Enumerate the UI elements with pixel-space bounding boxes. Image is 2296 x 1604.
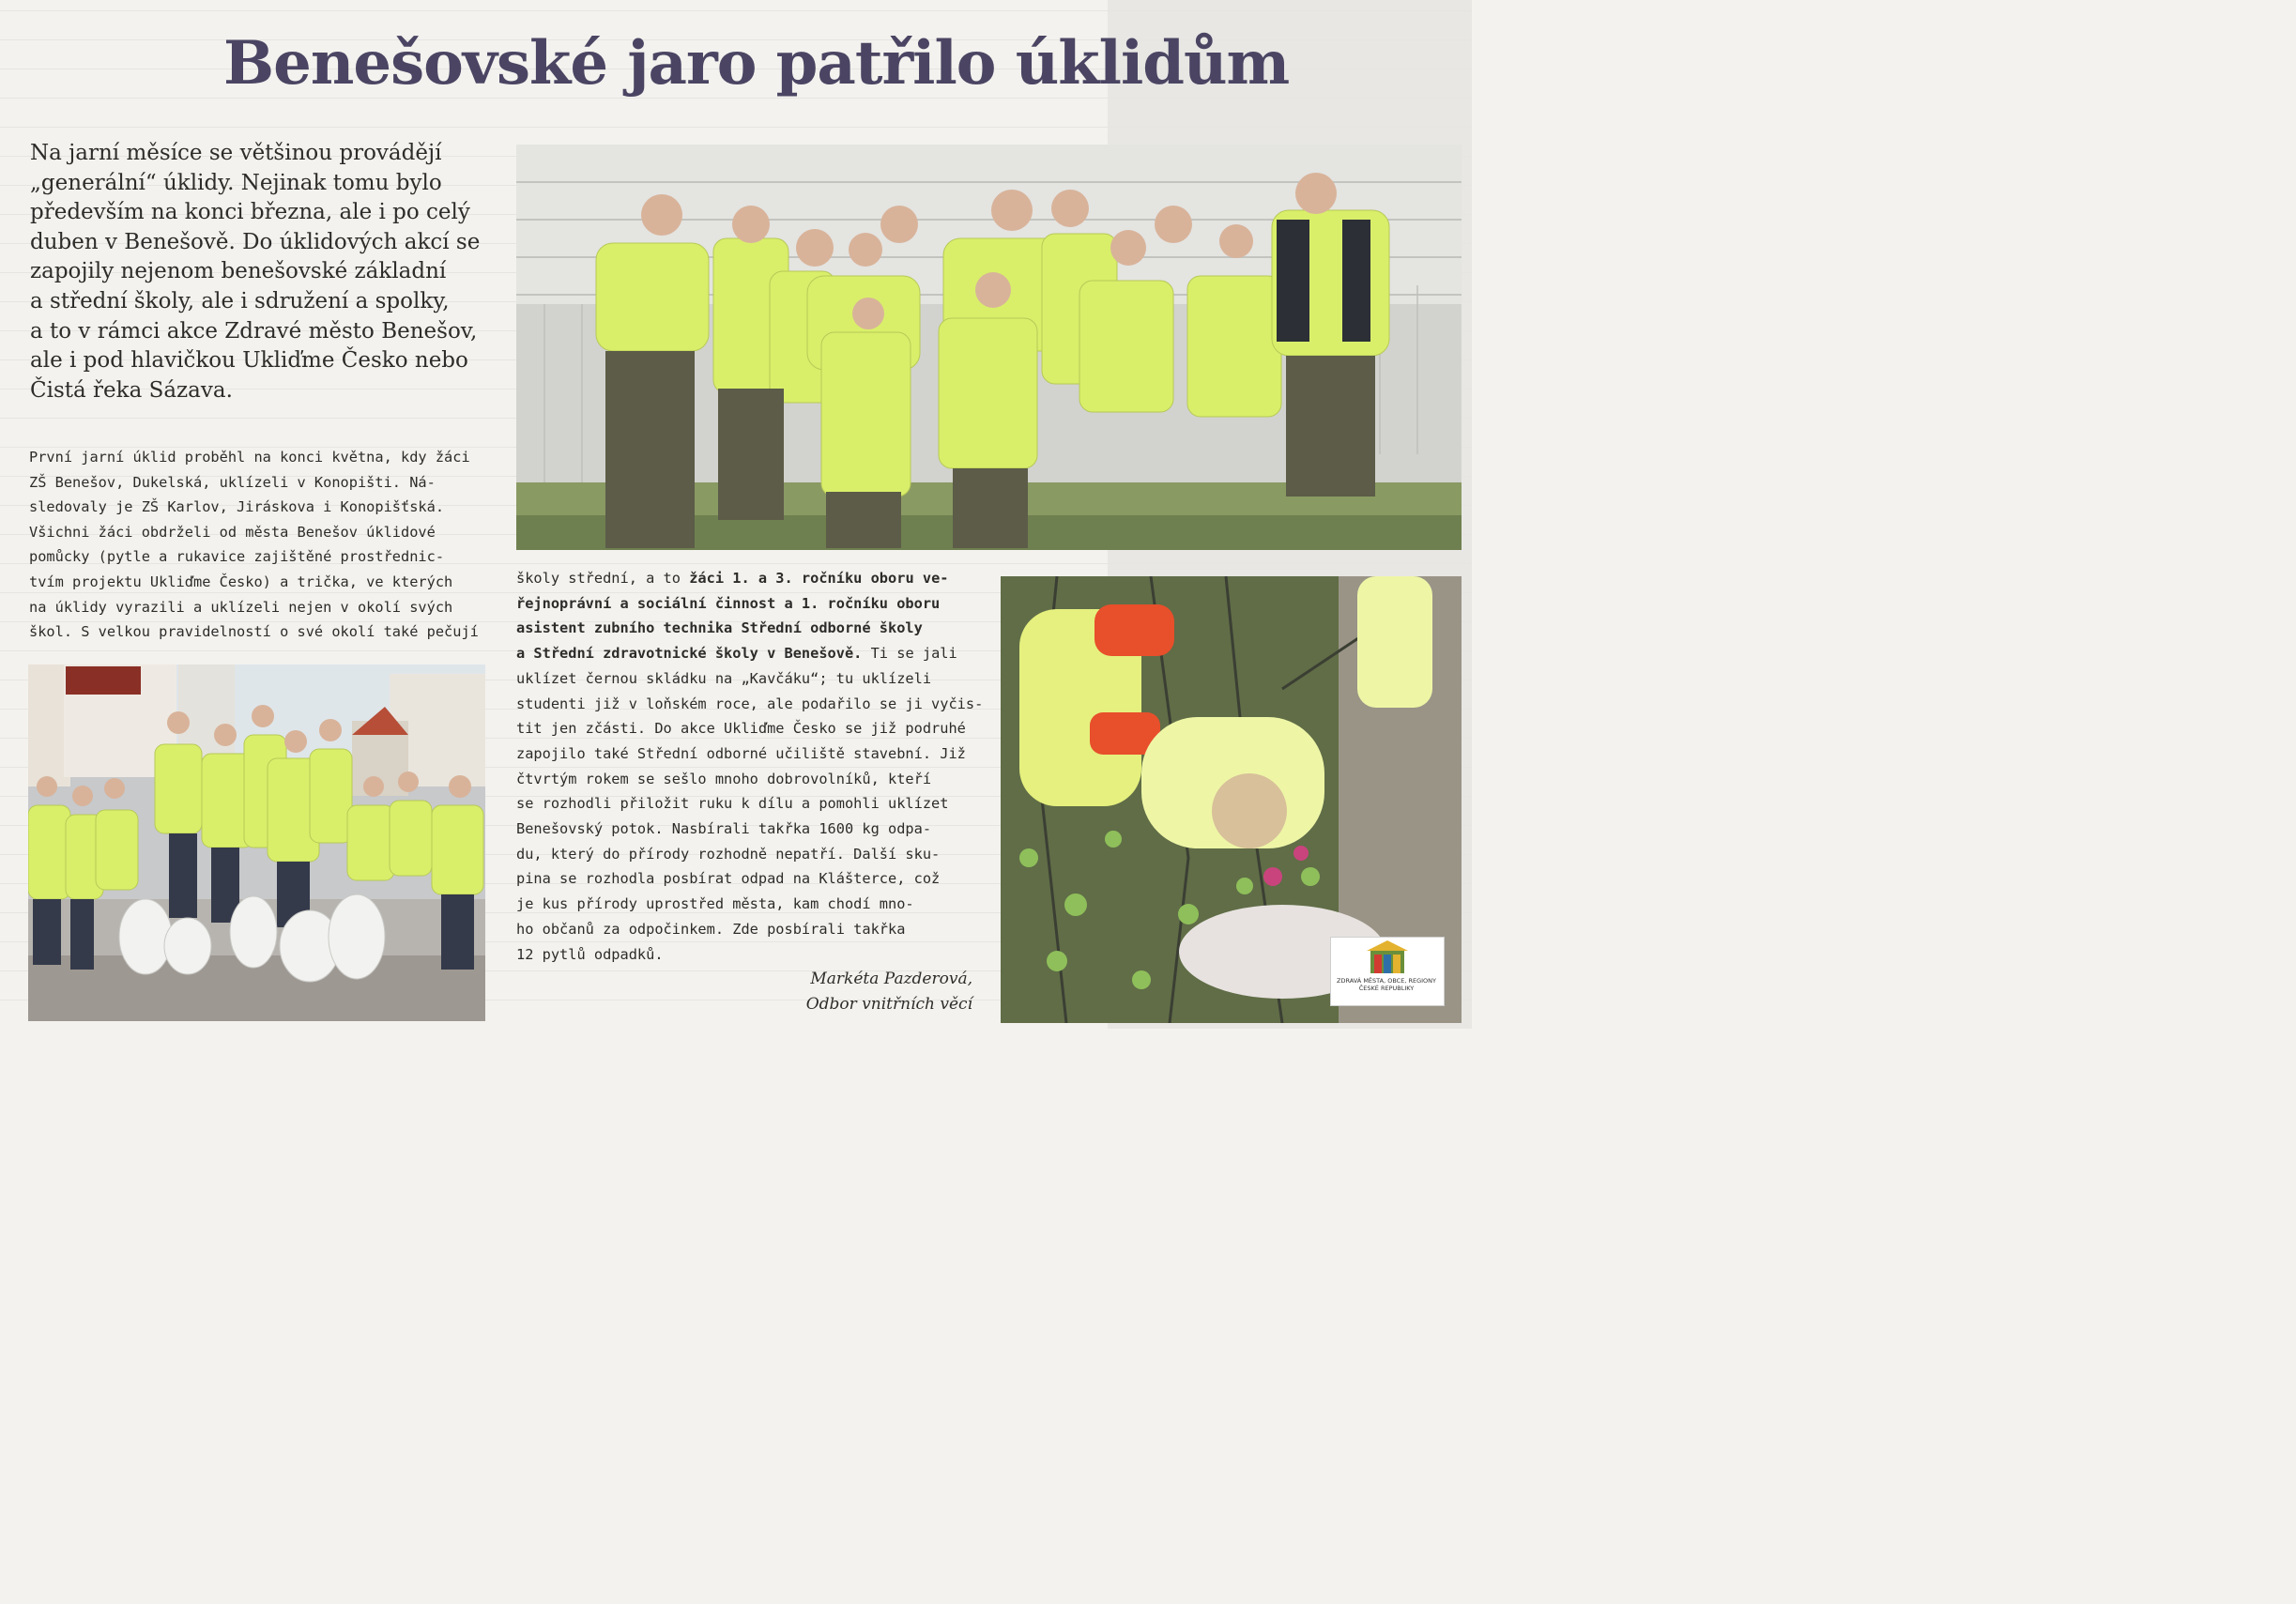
body-line (516, 767, 976, 792)
body-line-bold-run: asistent zubního technika Střední odborné školy (516, 619, 923, 637)
body-line: ZŠ Benešov, Dukelská, uklízeli v Konopišti. Ná- (29, 473, 436, 491)
body-column-1 (29, 445, 487, 645)
body-line (516, 842, 976, 867)
body-line (516, 716, 976, 741)
article-signature (770, 967, 972, 1017)
body-line: sledovaly je ZŠ Karlov, Jiráskova i Konopišťská. (29, 498, 445, 516)
lead-line: Na jarní měsíce se většinou provádějí (30, 141, 442, 165)
lead-line: a střední školy, ale i sdružení a spolky, (30, 288, 450, 313)
body-line: tvím projektu Ukliďme Česko) a trička, ve kterých (29, 573, 453, 590)
body-line: Všichni žáci obdrželi od města Benešov úklidové (29, 523, 436, 541)
body-line (516, 666, 976, 692)
lead-line: „generální“ úklidy. Nejinak tomu bylo (30, 170, 442, 195)
lead-line: ale i pod hlavičkou Ukliďme Česko nebo (30, 348, 468, 374)
lead-line: Čistá řeka Sázava. (30, 377, 233, 403)
body-line-run: du, který do přírody rozhodně nepatří. Další sku- (516, 845, 941, 863)
body-line-run: čtvrtým rokem se sešlo mnoho dobrovolníků, kteří (516, 770, 932, 787)
street-cleanup-photo (28, 665, 485, 1021)
author-department: Odbor vnitřních věcí (805, 995, 972, 1014)
article-lead (30, 139, 495, 405)
logo-caption-line: ČESKÉ REPUBLIKY (1358, 985, 1415, 992)
lead-line: především na konci března, ale i po celý (30, 200, 470, 225)
body-line-run: tit jen zčásti. Do akce Ukliďme Česko se již podruhé (516, 720, 966, 738)
lead-line: duben v Benešově. Do úklidových akcí se (30, 229, 481, 254)
body-line-run: studenti již v loňském roce, ale podařilo se ji vyčis- (516, 695, 984, 712)
body-line-bold-run: řejnoprávní a sociální činnost a 1. ročníku oboru (516, 594, 941, 612)
logo-caption-line: ZDRAVÁ MĚSTA, OBCE, REGIONY (1337, 977, 1436, 985)
author-name: Markéta Pazderová, (810, 970, 972, 988)
body-line (516, 917, 976, 942)
body-line: První jarní úklid proběhl na konci května, kdy žáci (29, 449, 470, 466)
body-line (516, 566, 976, 591)
body-line-run: pina se rozhodla posbírat odpad na Klášterce, což (516, 870, 941, 888)
body-line-run: se rozhodli přiložit ruku k dílu a pomohli uklízet (516, 795, 949, 813)
body-line (516, 692, 984, 717)
logo-caption (1334, 977, 1439, 992)
body-line-run: 12 pytlů odpadků. (516, 945, 664, 963)
article-headline: Benešovské jaro patřilo úklidům (223, 28, 1290, 99)
healthy-cities-logo (1330, 937, 1445, 1006)
body-line-run: je kus přírody uprostřed města, kam chodí mno- (516, 895, 914, 913)
body-line-bold-run: a Střední zdravotnické školy v Benešově. (516, 645, 863, 663)
body-line (516, 591, 976, 617)
body-line (516, 741, 976, 767)
body-column-2 (516, 566, 984, 967)
body-line-run: ho občanů za odpočinkem. Zde posbírali takřka (516, 920, 906, 938)
body-line-run: Ti se jali (862, 645, 957, 663)
body-line (516, 866, 976, 892)
group-volunteers-photo (516, 145, 1462, 550)
body-line-bold-run: žáci 1. a 3. ročníku oboru ve- (689, 570, 949, 587)
body-line-run: uklízet černou skládku na „Kavčáku“; tu uklízeli (516, 669, 932, 687)
body-line (516, 641, 976, 666)
lead-line: a to v rámci akce Zdravé město Benešov, (30, 318, 478, 344)
body-line (516, 892, 976, 917)
body-line-run: Benešovský potok. Nasbírali takřka 1600 kg odpa- (516, 820, 932, 838)
body-line-run: zapojilo také Střední odborné učiliště stavební. Již (516, 744, 966, 762)
body-line (516, 942, 976, 968)
house-logo-icon (1331, 938, 1444, 977)
body-line-run: školy střední, a to (516, 570, 690, 587)
body-line: na úklidy vyrazili a uklízeli nejen v okolí svých (29, 598, 453, 616)
body-line: škol. S velkou pravidelností o své okolí také pečují (29, 623, 479, 641)
lead-line: zapojily nejenom benešovské základní (30, 259, 447, 284)
body-line (516, 817, 976, 842)
body-line: pomůcky (pytle a rukavice zajištěné prostřednic- (29, 548, 445, 566)
body-line (516, 616, 976, 641)
body-line (516, 791, 976, 817)
